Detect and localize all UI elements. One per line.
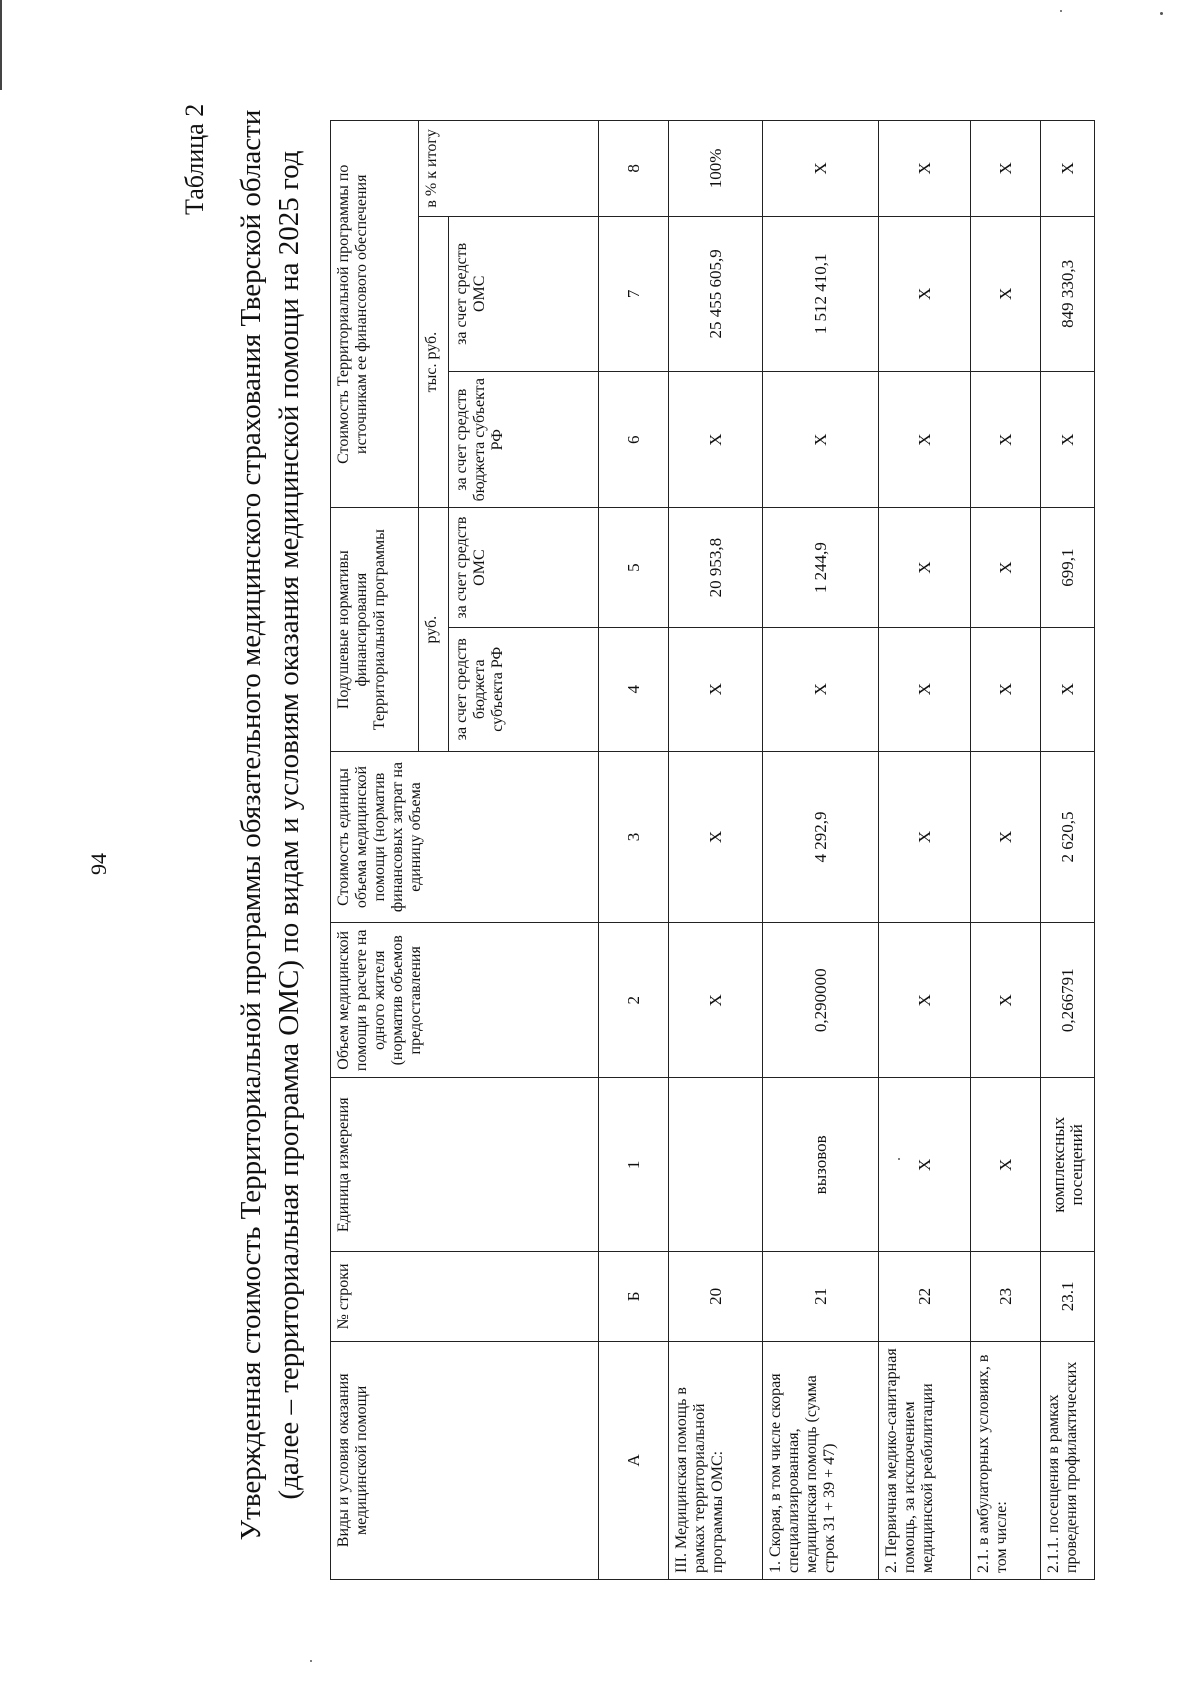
row-unit-cost: 2 620,5 (1041, 751, 1095, 922)
row-per-capita-budget: Х (879, 627, 971, 751)
title-line-1: Утвержденная стоимость Территориальной программы обязательного медицинского страхования Тверской области (235, 109, 267, 1541)
column-number: 1 (599, 1078, 669, 1252)
row-percent: Х (1041, 121, 1095, 217)
column-number: 2 (599, 923, 669, 1078)
column-number: 7 (599, 216, 669, 371)
column-number: 3 (599, 751, 669, 922)
row-total-oms: Х (971, 216, 1041, 371)
table-label: Таблица 2 (180, 103, 209, 215)
row-percent: Х (971, 121, 1041, 217)
header-line-number: № строки (331, 1252, 599, 1341)
header-total-budget: за счет средств бюджета субъекта РФ (449, 371, 599, 508)
row-per-capita-oms: Х (879, 508, 971, 627)
row-name: 2. Первичная медико-санитарная помощь, за исключением медицинской реабилитации (879, 1341, 971, 1579)
row-volume: Х (879, 923, 971, 1078)
row-name: 2.1. в амбулаторных условиях, в том числе: (971, 1341, 1041, 1579)
header-per-capita-oms: за счет средств ОМС (449, 508, 599, 627)
header-total-cost-group: Стоимость Территориальной программы по источникам ее финансового обеспечения (331, 121, 419, 509)
header-type: Виды и условия оказания медицинской помощи (331, 1341, 599, 1579)
row-percent: Х (763, 121, 879, 217)
row-unit-cost: Х (971, 751, 1041, 922)
row-per-capita-oms: 699,1 (1041, 508, 1095, 627)
table-row (1041, 121, 1095, 1580)
row-volume: 0,266791 (1041, 923, 1095, 1078)
row-total-oms: 1 512 410,1 (763, 216, 879, 371)
table-row (763, 121, 879, 1580)
row-total-budget: Х (763, 371, 879, 508)
header-unit-cost: Стоимость единицы объема медицинской помощи (норматив финансовых затрат на единицу объема (331, 751, 599, 922)
row-line-number: 20 (669, 1252, 763, 1341)
row-volume: Х (971, 923, 1041, 1078)
header-percent: в % к итогу (419, 121, 599, 217)
row-unit-cost: Х (879, 751, 971, 922)
title-line-2: (далее – территориальная программа ОМС) по видам и условиям оказания медицинской помощи на 2025 год (273, 150, 305, 1500)
row-unit: Х (971, 1078, 1041, 1252)
row-line-number: 21 (763, 1252, 879, 1341)
row-line-number: 23.1 (1041, 1252, 1095, 1341)
row-percent: 100% (669, 121, 763, 217)
row-name: 2.1.1. посещения в рамках проведения профилактических (1041, 1341, 1095, 1579)
column-number: 6 (599, 371, 669, 508)
row-line-number: 22 (879, 1252, 971, 1341)
column-number: 5 (599, 508, 669, 627)
header-unit: Единица измерения (331, 1078, 599, 1252)
header-total-unit: тыс. руб. (419, 216, 449, 508)
table-row (669, 121, 763, 1580)
row-volume: Х (669, 923, 763, 1078)
row-total-oms: 25 455 605,9 (669, 216, 763, 371)
cost-table (330, 120, 1095, 1580)
row-name: III. Медицинская помощь в рамках территориальной программы ОМС: (669, 1341, 763, 1579)
row-unit: Х (879, 1078, 971, 1252)
header-per-capita-budget: за счет средств бюджета субъекта РФ (449, 627, 599, 751)
header-per-capita-unit: руб. (419, 508, 449, 751)
row-per-capita-oms: 1 244,9 (763, 508, 879, 627)
row-total-oms: 849 330,3 (1041, 216, 1095, 371)
column-number-row (599, 121, 669, 1580)
row-total-budget: Х (879, 371, 971, 508)
row-percent: Х (879, 121, 971, 217)
row-unit-cost: 4 292,9 (763, 751, 879, 922)
row-unit: вызовов (763, 1078, 879, 1252)
row-total-budget: Х (669, 371, 763, 508)
row-name: 1. Скорая, в том числе скорая специализированная, медицинская помощь (сумма строк 31 + 39 + 47) (763, 1341, 879, 1579)
document-title (232, 95, 308, 1555)
row-total-budget: Х (1041, 371, 1095, 508)
header-total-oms: за счет средств ОМС (449, 216, 599, 371)
column-number: 4 (599, 627, 669, 751)
column-number: Б (599, 1252, 669, 1341)
row-unit (669, 1078, 763, 1252)
column-number: 8 (599, 121, 669, 217)
row-volume: 0,290000 (763, 923, 879, 1078)
header-per-capita-group: Подушевые нормативы финансирования Территориальной программы (331, 508, 419, 751)
row-unit-cost: Х (669, 751, 763, 922)
row-line-number: 23 (971, 1252, 1041, 1341)
row-per-capita-budget: Х (669, 627, 763, 751)
table-row (971, 121, 1041, 1580)
row-per-capita-budget: Х (1041, 627, 1095, 751)
page-number: 94 (86, 853, 111, 875)
header-volume: Объем медицинской помощи в расчете на одного жителя (норматив объемов предоставления (331, 923, 599, 1078)
row-per-capita-oms: 20 953,8 (669, 508, 763, 627)
row-per-capita-budget: Х (971, 627, 1041, 751)
row-per-capita-budget: Х (763, 627, 879, 751)
row-per-capita-oms: Х (971, 508, 1041, 627)
row-total-budget: Х (971, 371, 1041, 508)
table-row (879, 121, 971, 1580)
row-total-oms: Х (879, 216, 971, 371)
row-unit: комплексных посещений (1041, 1078, 1095, 1252)
column-number: А (599, 1341, 669, 1579)
